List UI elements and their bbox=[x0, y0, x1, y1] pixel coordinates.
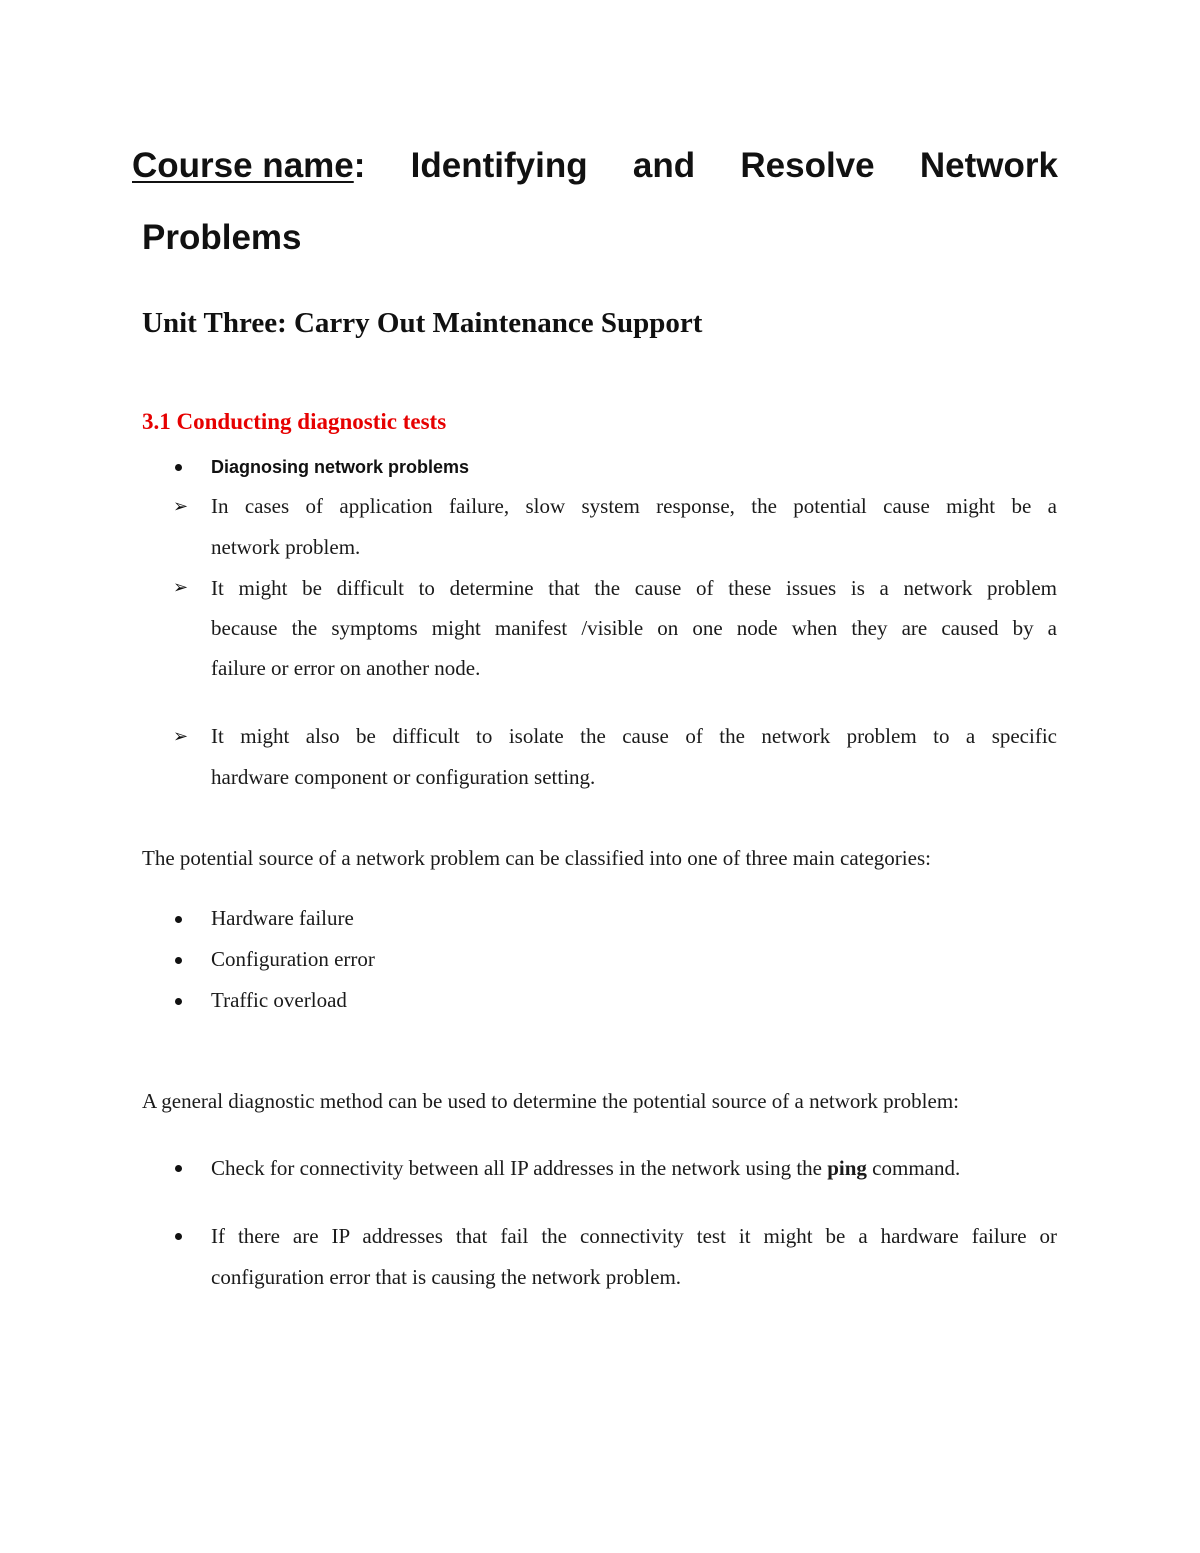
section-title: 3.1 Conducting diagnostic tests bbox=[142, 409, 447, 434]
bullet-icon bbox=[175, 1165, 182, 1172]
arrow-bullet-icon: ➢ bbox=[173, 577, 189, 598]
arrow-point-line: hardware component or configuration setting. bbox=[211, 765, 596, 789]
method-point-line: If there are IP addresses that fail the connectivity test it might be a hardware failure or bbox=[211, 1224, 1057, 1248]
course-label-wrap bbox=[132, 140, 365, 192]
arrow-point-line: failure or error on another node. bbox=[211, 656, 481, 680]
bullet-icon bbox=[175, 957, 182, 964]
method-point bbox=[211, 1148, 960, 1189]
arrow-bullet-icon: ➢ bbox=[173, 496, 189, 517]
arrow-point-line: In cases of application failure, slow system response, the potential cause might be a bbox=[211, 494, 1057, 518]
arrow-point-line: because the symptoms might manifest /visible on one node when they are caused by a bbox=[211, 616, 1057, 640]
course-word: Network bbox=[919, 146, 1058, 185]
course-colon: : bbox=[353, 146, 366, 185]
bullet-icon bbox=[175, 1233, 182, 1240]
sub-heading: Diagnosing network problems bbox=[211, 457, 470, 477]
ping-command: ping bbox=[827, 1156, 867, 1180]
arrow-point-line: It might also be difficult to isolate the cause of the network problem to a specific bbox=[211, 724, 1057, 748]
categories-intro: The potential source of a network problem can be classified into one of three main categories: bbox=[142, 846, 931, 870]
method-point-text: Check for connectivity between all IP addresses in the network using the bbox=[211, 1156, 828, 1180]
bullet-icon bbox=[175, 464, 182, 471]
course-word: and bbox=[632, 146, 696, 185]
category-item: Configuration error bbox=[211, 947, 375, 971]
category-item: Hardware failure bbox=[211, 906, 354, 930]
bullet-icon bbox=[175, 998, 182, 1005]
unit-title: Unit Three: Carry Out Maintenance Support bbox=[142, 307, 703, 339]
method-point-text: command. bbox=[866, 1156, 961, 1180]
course-word: Identifying bbox=[410, 146, 588, 185]
category-item: Traffic overload bbox=[211, 988, 347, 1012]
bullet-icon bbox=[175, 916, 182, 923]
course-label: Course name bbox=[132, 146, 354, 185]
arrow-point-line: network problem. bbox=[211, 535, 361, 559]
method-point-line: configuration error that is causing the network problem. bbox=[211, 1265, 682, 1289]
arrow-point-line: It might be difficult to determine that the cause of these issues is a network problem bbox=[211, 576, 1057, 600]
method-intro: A general diagnostic method can be used to determine the potential source of a network problem: bbox=[142, 1089, 959, 1113]
arrow-bullet-icon: ➢ bbox=[173, 726, 189, 747]
course-word: Resolve bbox=[740, 146, 875, 185]
course-title-continuation: Problems bbox=[142, 218, 302, 257]
course-title-line bbox=[132, 140, 1058, 192]
